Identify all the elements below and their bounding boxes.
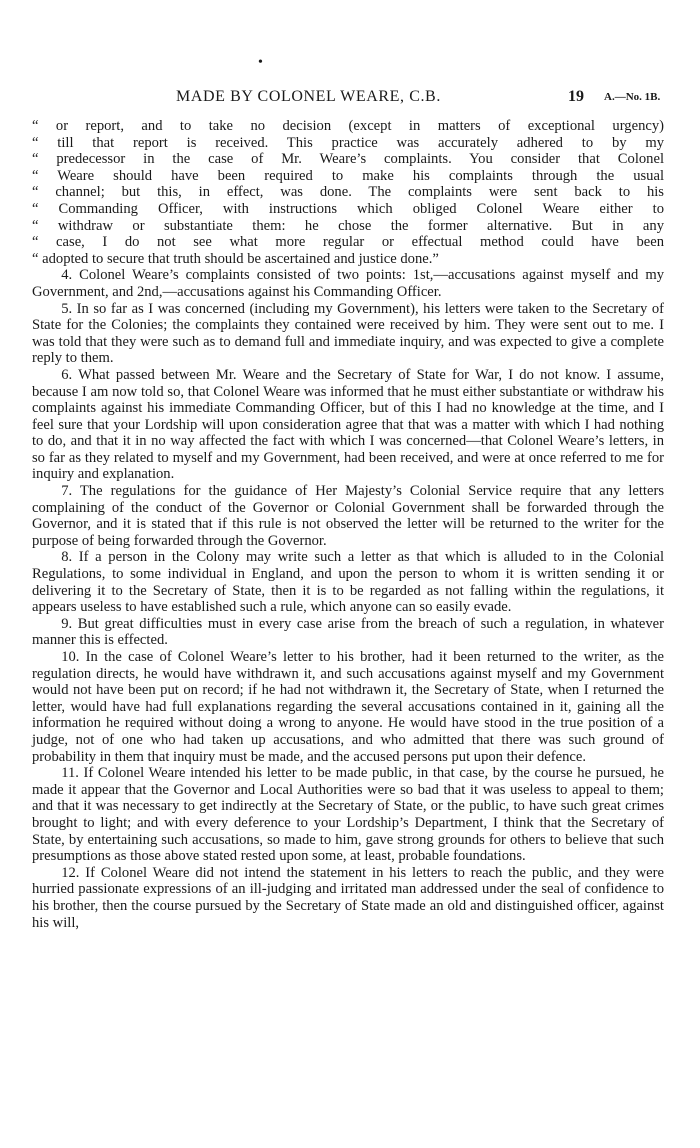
paragraph-4: 4. Colonel Weare’s complaints consisted of two points: 1st,—accusations against myself and my Government, and 2nd,—accusations against his Commanding Officer. — [32, 267, 664, 300]
quote-line: “ withdraw or substantiate them: he chose the former alternative. But in any — [32, 217, 664, 234]
quoted-passage — [32, 118, 664, 267]
paragraph-11: 11. If Colonel Weare intended his letter to be made public, in that case, by the course he pursued, he made it appear that the Governor and Local Authorities were so bad that it was useless to appeal to them; and that it was necessary to get indirectly at the Secretary of State, or the public, to have such great crimes brought to light; and with every deference to your Lordship’s Department, I think that the Secretary of State, by entertaining such accusations, so made to him, gave strong grounds for others to believe that such presumptions as those above stated rested upon some, at least, probable foundations. — [32, 765, 664, 865]
quote-line: “ till that report is received. This practice was accurately adhered to by my — [32, 134, 664, 151]
header-title: MADE BY COLONEL WEARE, C.B. — [176, 88, 441, 105]
paragraph-5: 5. In so far as I was concerned (including my Government), his letters were taken to the Secretary of State for the Colonies; the complaints they contained were received by him. They were sent out to me. I was told that they were such as to demand full and immediate inquiry, and was expected to give a complete reply to them. — [32, 300, 664, 367]
quote-line: “ predecessor in the case of Mr. Weare’s complaints. You consider that Colonel — [32, 151, 664, 168]
paragraph-8: 8. If a person in the Colony may write such a letter as that which is alluded to in the Colonial Regulations, to some individual in England, and upon the person to whom it is written sending it or delivering it to the Secretary of State, then it is to be regarded as not falling within the regulations, it appears useless to have established such a rule, which anyone can so easily evade. — [32, 549, 664, 616]
quote-line: “ or report, and to take no decision (except in matters of exceptional urgency) — [32, 118, 664, 134]
paragraph-12: 12. If Colonel Weare did not intend the statement in his letters to reach the public, and they were hurried passionate expressions of an ill-judging and irritated man addressed under the seal of confidence to his brother, then the course pursued by the Secretary of State made an old and distinguished officer, against his will, — [32, 864, 664, 931]
series-reference: A.—No. 1B. — [604, 91, 661, 103]
quote-line: “ channel; but this, in effect, was done. The complaints were sent back to his — [32, 184, 664, 201]
paragraph-6: 6. What passed between Mr. Weare and the Secretary of State for War, I do not know. I assume, because I am now told so, that Colonel Weare was informed that he must either substantiate or withdraw his complaints against his immediate Commanding Officer, but of this I had no knowledge at the time, and I feel sure that your Lordship will upon consideration agree that that was a matter with which I had nothing to do, and that it in no way affected the fact with which I was concerned—that Colonel Weare’s letters, in so far as they related to myself and my Government, had been received, and were at once referred to me for inquiry and explanation. — [32, 366, 664, 483]
quote-line: “ Weare should have been required to make his complaints through the usual — [32, 167, 664, 184]
paragraph-9: 9. But great difficulties must in every case arise from the breach of such a regulation, in whatever manner this is effected. — [32, 615, 664, 649]
quote-line: “ Commanding Officer, with instructions which obliged Colonel Weare either to — [32, 200, 664, 217]
paragraph-10: 10. In the case of Colonel Weare’s letter to his brother, had it been returned to the writer, as the regulation directs, he would have withdrawn it, and such accusations against myself and my Government would not have been put on record; if he had not withdrawn it, the Secretary of State, when I returned the letter, would have had full explanations regarding the several accusations contained in it, gaining all the information he required without doing a wrong to anyone. He would have stood in the true position of a judge, not of one who had taken up accusations, and who admitted that there was such ground of probability in them that inquiry must be made, and the accused persons put upon their defence. — [32, 649, 664, 765]
page-number: 19 — [568, 88, 584, 105]
body-text — [32, 118, 664, 931]
printer-mark: • — [258, 55, 263, 70]
quote-line: “ adopted to secure that truth should be ascertained and justice done.” — [32, 250, 439, 267]
running-header — [0, 88, 700, 108]
quote-line: “ case, I do not see what more regular or effectual method could have been — [32, 234, 664, 251]
paragraph-7: 7. The regulations for the guidance of Her Majesty’s Colonial Service require that any letters complaining of the conduct of the Governor or Colonial Government shall be forwarded through the Governor, and it is stated that if this rule is not observed the letter will be returned to the writer for the purpose of being forwarded through the Governor. — [32, 483, 664, 549]
